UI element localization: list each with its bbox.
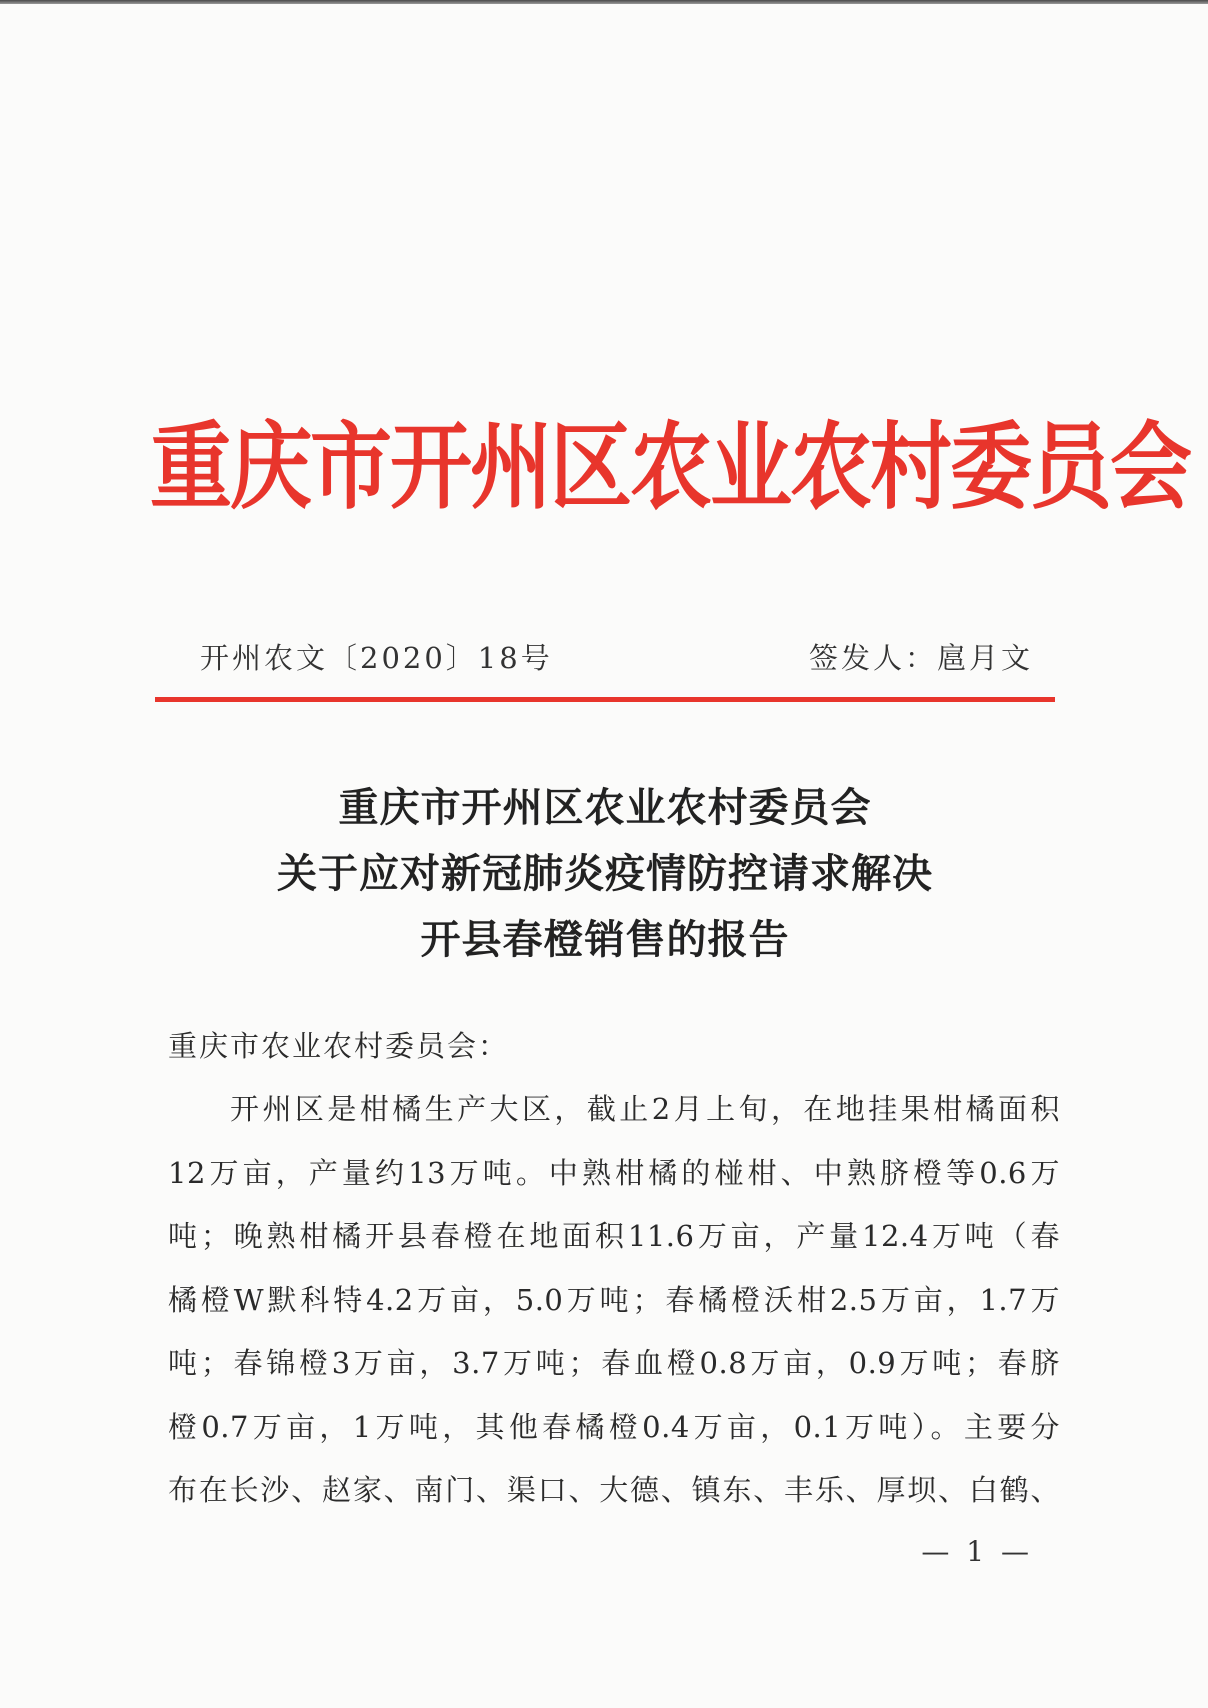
issuer-name: 扈月文 (936, 641, 1033, 675)
body-line: 橙0.7万亩，1万吨，其他春橘橙0.4万亩，0.1万吨）。主要分 (168, 1409, 1060, 1444)
body-line: 开州区是柑橘生产大区，截止2月上旬，在地挂果柑橘面积 (230, 1092, 1060, 1126)
scan-top-edge (0, 0, 1208, 4)
body-line: 布在长沙、赵家、南门、渠口、大德、镇东、丰乐、厚坝、白鹤、 (168, 1473, 1060, 1507)
issuer-label: 签发人： (808, 641, 937, 675)
body-line: 12万亩，产量约13万吨。中熟柑橘的椪柑、中熟脐橙等0.6万 (168, 1155, 1060, 1190)
page-number: — 1 — (921, 1535, 1033, 1568)
body-line: 吨；春锦橙3万亩，3.7万吨；春血橙0.8万亩，0.9万吨；春脐 (168, 1346, 1060, 1380)
body-line: 吨；晚熟柑橘开县春橙在地面积11.6万亩，产量12.4万吨（春 (168, 1219, 1060, 1253)
body-paragraph (168, 1078, 1060, 1523)
red-divider-line (155, 697, 1055, 702)
title-line-3: 开县春橙销售的报告 (420, 916, 790, 963)
document-number: 开州农文〔2020〕18号 (200, 641, 553, 675)
title-line-1: 重庆市开州区农业农村委员会 (338, 784, 872, 831)
body-line: 橘橙W默科特4.2万亩，5.0万吨；春橘橙沃柑2.5万亩，1.7万 (168, 1282, 1060, 1317)
salutation: 重庆市农业农村委员会： (168, 1029, 510, 1063)
title-line-2: 关于应对新冠肺炎疫情防控请求解决 (277, 850, 933, 897)
report-title (150, 775, 1060, 973)
letterhead-title: 重庆市开州区农业农村委员会 (150, 413, 1191, 523)
issuer-block (809, 636, 1033, 677)
